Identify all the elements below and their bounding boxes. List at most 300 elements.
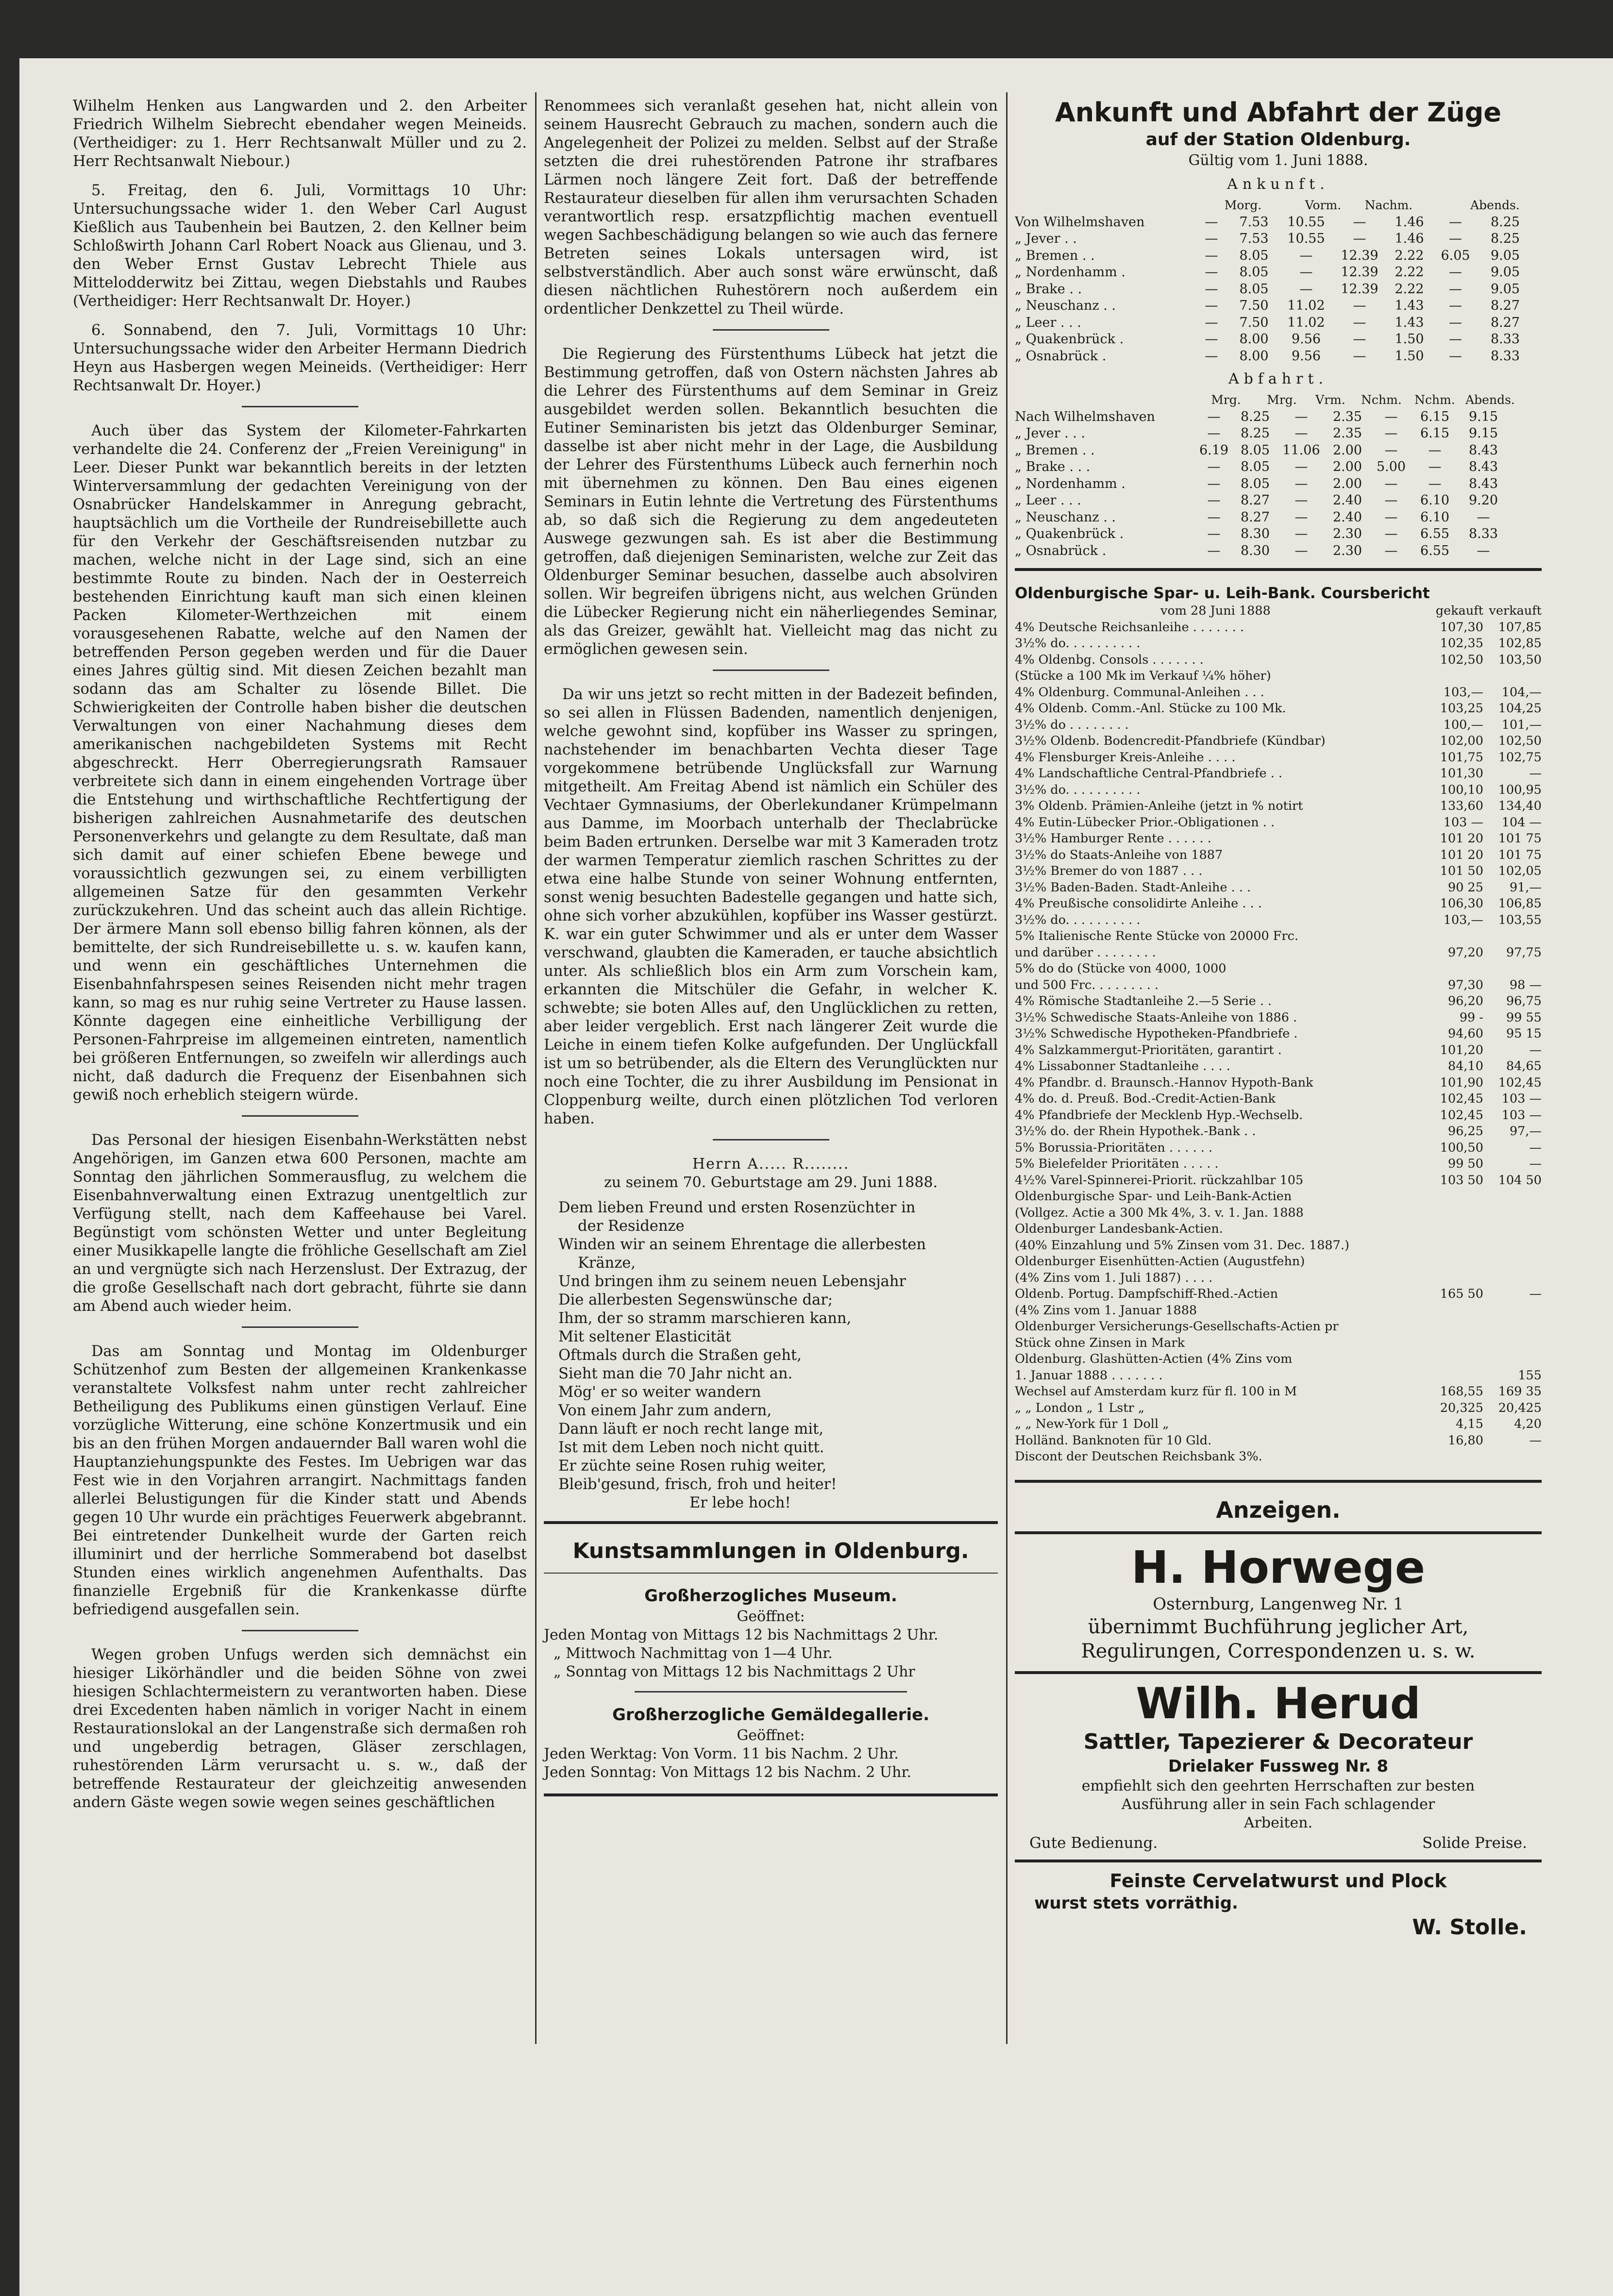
departure-row-cell: 2.30 — [1332, 543, 1362, 558]
departure-row-cell: 8.43 — [1468, 476, 1498, 491]
kurs-cell: 4% Pfandbriefe der Mecklenb Hyp.-Wechselb. — [1015, 1107, 1303, 1123]
kurs-cell: 102,05 — [1498, 864, 1542, 878]
arrival-row-cell: — — [1299, 248, 1313, 263]
kurs-row — [1015, 1319, 1542, 1335]
kurs-date: vom 28 Juni 1888 — [1160, 603, 1271, 618]
arrival-row-cell: — — [1205, 214, 1218, 230]
arrival-row-cell: — — [1449, 214, 1462, 230]
kurs-cell: 4% Preußische consolidirte Anleihe . . . — [1015, 896, 1262, 911]
arrival-row-cell: 12.39 — [1341, 265, 1378, 280]
kurs-cell: (Vollgez. Actie a 300 Mk 4%, 3. v. 1. Jan. 1888 — [1015, 1205, 1304, 1220]
kurs-cell: — — [1529, 766, 1542, 781]
kurs-cell: (4% Zins vom 1. Januar 1888 — [1015, 1303, 1197, 1318]
arrival-row-cell: — — [1205, 265, 1218, 280]
arrival-row-cell: 9.56 — [1291, 332, 1321, 347]
herud-slogan-right: Solide Preise. — [1422, 1834, 1527, 1852]
poem-line: Dem lieben Freund und ersten Rosenzüchter in — [558, 1199, 916, 1216]
kurs-row — [1015, 1433, 1542, 1449]
kurs-cell: 97,20 — [1447, 945, 1483, 960]
kurs-row — [1015, 1107, 1542, 1124]
kurs-cell — [1483, 1270, 1542, 1287]
departure-row-cell: — — [1428, 476, 1442, 491]
kurs-row — [1015, 1221, 1542, 1238]
herud-trade: Sattler, Tapezierer & Decorateur — [1083, 1729, 1473, 1754]
arrival-row-cell: — — [1205, 348, 1218, 364]
departure-row-cell: 6.19 — [1199, 442, 1229, 458]
kurs-cell — [1425, 1303, 1483, 1319]
arrival-row-cell: 8.27 — [1490, 298, 1520, 313]
kurs-cell: 101 20 — [1440, 847, 1483, 862]
separator — [635, 1691, 907, 1693]
arrival-row-cell: 8.05 — [1239, 265, 1269, 280]
departure-row-cell: 8.30 — [1240, 526, 1270, 541]
poem-line: Bleib'gesund, frisch, froh und heiter! — [558, 1476, 837, 1493]
kurs-cell — [1483, 668, 1542, 685]
kurs-cell — [1425, 1221, 1483, 1238]
poem-line: Ist mit dem Leben noch nicht quitt. — [558, 1439, 824, 1456]
kurs-cell — [1483, 1238, 1542, 1254]
arrival-row-cell: — — [1449, 231, 1462, 246]
kurs-cell: 99 55 — [1506, 1010, 1542, 1025]
kurs-cell: 3½% do. . . . . . . . . . — [1015, 636, 1141, 651]
departure-row-cell: — — [1384, 509, 1398, 525]
departure-row-cell: „ Brake . . . — [1015, 459, 1091, 474]
kurs-cell — [1483, 1254, 1542, 1270]
kurs-cell: 5% do do (Stücke von 4000, 1000 — [1015, 961, 1227, 976]
kurs-cell: 96,25 — [1447, 1124, 1483, 1139]
kurs-cell: 134,40 — [1498, 799, 1542, 813]
departure-row-cell: 8.25 — [1240, 426, 1270, 441]
kurs-cell: und 500 Frc. . . . . . . . . — [1015, 977, 1159, 992]
arrival-header-cell: Nachm. — [1364, 198, 1413, 212]
departure-row-cell: — — [1428, 442, 1442, 458]
departure-row-cell: „ Quakenbrück . — [1015, 526, 1124, 541]
horwege-name: H. Horwege — [1131, 1541, 1426, 1593]
arrival-row-cell: — — [1299, 265, 1313, 280]
kurs-cell — [1425, 1189, 1483, 1205]
arrival-row-cell: 2.22 — [1395, 281, 1424, 297]
departure-row-cell: 2.00 — [1332, 459, 1362, 474]
arrival-row-cell: 8.05 — [1239, 248, 1269, 263]
kurs-row — [1015, 1140, 1542, 1156]
kurs-cell: 3½% Hamburger Rente . . . . . . — [1015, 831, 1211, 846]
arrival-row-cell: 2.22 — [1395, 265, 1424, 280]
arrival-header-cell — [1015, 197, 1194, 214]
kurs-cell — [1483, 1189, 1542, 1205]
kurs-cell: 3½% do Staats-Anleihe von 1887 — [1015, 847, 1223, 862]
arrival-row-cell: 8.33 — [1490, 332, 1520, 347]
departure-header-cell — [1015, 392, 1194, 409]
kurs-cell: 3½% Oldenb. Bodencredit-Pfandbriefe (Kündbar) — [1015, 734, 1326, 748]
arrival-row-cell: 7.53 — [1239, 214, 1269, 230]
poem-line: Mög' er so weiter wandern — [558, 1384, 761, 1401]
kurs-cell: (40% Einzahlung und 5% Zinsen vom 31. Dec. 1887.) — [1015, 1238, 1349, 1253]
train-timetable-title: Ankunft und Abfahrt der Züge — [1055, 97, 1502, 128]
dedication-heading: Herrn A..... R........ — [692, 1156, 850, 1173]
departure-row-cell: — — [1294, 426, 1308, 441]
kurs-cell: 1. Januar 1888 . . . . . . . — [1015, 1368, 1163, 1383]
departure-row-cell: „ Osnabrück . — [1015, 543, 1107, 558]
kurs-row — [1015, 1123, 1542, 1140]
kurs-cell: 4% do. d. Preuß. Bod.-Credit-Actien-Bank — [1015, 1091, 1276, 1106]
departure-row-cell: 6.10 — [1420, 493, 1450, 508]
arrival-row-cell: 6.05 — [1441, 248, 1470, 263]
arrival-row-cell: 9.05 — [1490, 281, 1520, 297]
arrival-row-cell: — — [1449, 281, 1462, 297]
article-unfug-continued: Renommees sich veranlaßt gesehen hat, nicht allein von seinem Hausrecht Gebrauch zu machen, sondern auch die Angelegenheit der Polizei zu melden. Selbst auf der Straße setzten die drei ruhestörenden Patrone ihr strafbares Lärmen noch längere Zeit fort. Daß der betreffende Restaurateur dieselben für allen ihm verursachten Schaden verantwortlich resp. ersatzpflichtig machen eventuell wegen Sachbeschädigung belangen so wie auch das fernere Betreten seines Lokals untersagen wird, ist selbstverständlich. Aber auch sonst wäre erwünscht, daß diesen nächtlichen Ruhestörern noch außerdem ein ordentlicher Denkzettel zu Theil würde. — [544, 98, 998, 318]
kurs-row — [1015, 750, 1542, 766]
poem-line: Kränze, — [578, 1255, 636, 1272]
kurs-cell: 102,85 — [1498, 636, 1542, 651]
kurs-cell: 155 — [1518, 1368, 1542, 1383]
departure-row-cell: 8.43 — [1468, 459, 1498, 474]
kurs-row — [1015, 847, 1542, 864]
kurs-cell: 4% Eutin-Lübecker Prior.-Obligationen . . — [1015, 815, 1275, 830]
article-kilometer-text: Auch über das System der Kilometer-Fahrkarten verhandelte die 24. Conferenz der „Freien Vereinigung" in Leer. Dieser Punkt war bekanntlich bereits in der letzten Winterversammlung der gedachten Vereinigung von der Osnabrücker Handelskammer in Anregung gebracht, hauptsächlich um die Vortheile der Rundreisebillette auch für den Verkehr der Geschäftsreisenden nutzbar zu machen, welche nicht in der Lage sind, sich an eine bestimmte Route zu binden. Nach der in Oesterreich bestehenden Einrichtung kauft man sich einen kleinen Packen Kilometer-Werthzeichen mit einem vorausgesehenen Rabatte, welche auf den Namen der betreffenden Person gegeben werden und für die Dauer eines Jahres gültig sind. Mit diesen Zeichen bezahlt man sodann das am Schalter zu lösende Billet. Die Schwierigkeiten der Controlle haben bisher die deutschen Verwaltungen von einer Nachahmung dieses dem amerikanischen nachgebildeten Systems mit Recht abgeschreckt. Herr Oberregierungsrath Ramsauer verbreitete sich dann in einem eingehenden Vortrage über die Entstehung und wirthschaftliche Rechtfertigung der bisherigen zahlreichen Ausnahmetarife des deutschen Personenverkehrs und gelangte zu dem Resultate, daß man sich damit auf einer schiefen Ebene bewege und voraussichtlich gezwungen sei, zu einem verbilligten allgemeinen Satze für den gesammten Verkehr zurückzukehren. Und das scheint auch das allein Richtige. Der ärmere Mann soll ebenso billig fahren können, als der bemittelte, der sich Rundreisebillette u. s. w. kaufen kann, und wenn ein geschäftliches Unternehmen die Eisenbahnfahrspesen seines Reisenden nicht mehr tragen kann, so mag es nur ruhig seine Vertreter zu Hause lassen. Könnte dagegen eine einheitliche Verbilligung der Personen-Fahrpreise im allgemeinen eintreten, namentlich bei größeren Entfernungen, so zweifeln wir allerdings auch nicht, daß dadurch die Frequenz der Eisenbahnen sich gewiß noch erheblich steigern würde. — [73, 422, 527, 1104]
departure-row-cell: — — [1207, 409, 1221, 424]
kurs-row — [1015, 733, 1542, 750]
arrival-row-cell: — — [1353, 348, 1366, 364]
arrival-row — [1015, 231, 1542, 248]
arrival-row-cell: „ Osnabrück . — [1015, 348, 1107, 364]
kurs-cell: 104 — — [1501, 815, 1542, 830]
departure-row-cell: — — [1384, 426, 1398, 441]
kurs-cell: 101,— — [1501, 717, 1542, 732]
departure-row-cell: — — [1428, 459, 1442, 474]
kurs-cell: 3½% do. der Rhein Hypothek.-Bank . . — [1015, 1124, 1256, 1139]
departure-row-cell: — — [1207, 543, 1221, 558]
kurs-cell: 4% Deutsche Reichsanleihe . . . . . . . — [1015, 620, 1244, 635]
horwege-text: Regulirungen, Correspondenzen u. s. w. — [1081, 1640, 1476, 1662]
kurs-cell: 100,10 — [1440, 782, 1483, 797]
kurs-cell — [1483, 1221, 1542, 1238]
departure-row-cell: — — [1294, 526, 1308, 541]
kurs-table — [1015, 620, 1542, 1465]
kurs-cell — [1483, 1205, 1542, 1222]
stolle-text: Feinste Cervelatwurst und Plock — [1109, 1870, 1447, 1892]
kurs-cell: 100,— — [1443, 717, 1483, 732]
departure-row-cell: — — [1294, 476, 1308, 491]
departure-row-cell: 6.15 — [1420, 409, 1450, 424]
departure-row-cell: 9.15 — [1468, 409, 1498, 424]
column-2 — [544, 97, 998, 1809]
arrival-row-cell: — — [1449, 265, 1462, 280]
departure-row-cell: — — [1477, 509, 1490, 525]
kurs-row — [1015, 1303, 1542, 1319]
kurs-cell: 95 15 — [1506, 1026, 1542, 1041]
kurs-cell: 98 — — [1509, 977, 1542, 992]
kurs-cell: Discont der Deutschen Reichsbank 3%. — [1015, 1449, 1262, 1464]
kurs-row — [1015, 1173, 1542, 1189]
kurs-cell: 102,75 — [1498, 750, 1542, 765]
kurs-row — [1015, 1238, 1542, 1254]
dedication-subheading: zu seinem 70. Geburtstage am 29. Juni 1888. — [604, 1174, 938, 1191]
arrival-header-cell — [1423, 197, 1466, 214]
kurs-cell: 97,75 — [1506, 945, 1542, 960]
kurs-row — [1015, 1091, 1542, 1107]
kurs-cell: 102,50 — [1440, 652, 1483, 667]
departure-row — [1015, 425, 1542, 442]
kurs-cell — [1425, 1205, 1483, 1222]
departure-header-cell: Nchm. — [1361, 393, 1402, 407]
departure-row-cell: 2.00 — [1332, 476, 1362, 491]
kurs-cell: 103,50 — [1498, 652, 1542, 667]
column-rule — [1006, 92, 1008, 2044]
kurs-cell: 5% Borussia-Prioritäten . . . . . . — [1015, 1140, 1213, 1155]
arrival-row-cell: — — [1205, 231, 1218, 246]
departure-header-row — [1015, 392, 1542, 409]
article-volksfest-text: Das am Sonntag und Montag im Oldenburger Schützenhof zum Besten der allgemeinen Krankenkasse veranstaltete Volksfest nahm unter recht zahlreicher Betheiligung des Publikums einen günstigen Verlauf. Eine vorzügliche Witterung, eine schöne Konzertmusik und ein bis an den frühen Morgen andauernder Ball waren wohl die Hauptanziehungspunkte des Festes. Im Uebrigen war das Fest wie in den Vorjahren arrangirt. Nachmittags fanden allerlei Belustigungen für die Kinder statt und Abends gegen 10 Uhr wurde ein prächtiges Feuerwerk abgebrannt. Bei eintretender Dunkelheit wurde der Garten reich illuminirt und der herrliche Sommerabend bot daselbst Stunden eines wirklich angenehmen Aufenthalts. Das finanzielle Ergebniß für die Krankenkasse dürfte befriedigend ausgefallen sein. — [73, 1343, 527, 1618]
kurs-cell — [1483, 1449, 1542, 1465]
kurs-cell: 103,55 — [1498, 912, 1542, 927]
arrival-row-cell: „ Jever . . — [1015, 231, 1077, 246]
kurs-cell: 104 50 — [1498, 1173, 1542, 1188]
departure-row-cell: 2.40 — [1332, 493, 1362, 508]
arrival-row-cell: 8.00 — [1239, 348, 1269, 364]
arrival-row-cell: 2.22 — [1395, 248, 1424, 263]
arrival-row-cell: Von Wilhelmshaven — [1015, 214, 1145, 230]
heavy-rule — [1015, 1860, 1542, 1862]
arrival-row-cell: — — [1205, 332, 1218, 347]
kurs-row — [1015, 912, 1542, 929]
arrival-row-cell: — — [1353, 332, 1366, 347]
article-seminar-text: Die Regierung des Fürstenthums Lübeck hat jetzt die Bestimmung getroffen, daß von Ostern nächsten Jahres ab die Lehrer des Fürstenthums auf dem Seminar in Greiz ausgebildet werden sollen. Bekanntlich besuchten die Eutiner Seminaristen bis jetzt das Oldenburger Seminar, dasselbe ist aber nicht mehr in der Lage, die Ausbildung der Lehrer des Fürstenthums Lübeck auch fernerhin noch mit übernehmen zu können. Den Bau eines eigenen Seminars in Eutin lehnte die Vertretung des Fürstenthums ab, so daß sich die Regierung zu dem angedeuteten Auswege gezwungen sah. Es ist aber die Bestimmung getroffen, daß diejenigen Seminaristen, welche zur Zeit das Oldenburger Seminar besuchen, dasselbe auch absolviren sollen. Wir begreifen übrigens nicht, aus welchen Gründen die Lübecker Regierung nicht ein näherliegendes Seminar, als das Greizer, gewählt hat. Vielleicht mag das nicht zu ermöglichen gewesen sein. — [544, 346, 998, 658]
column-1 — [73, 97, 527, 1823]
kurs-row — [1015, 1384, 1542, 1400]
departure-row — [1015, 442, 1542, 459]
kurs-cell: 90 25 — [1447, 880, 1483, 895]
kurs-row — [1015, 1416, 1542, 1433]
article-court-text: Wilhelm Henken aus Langwarden und 2. den Arbeiter Friedrich Wilhelm Siebrecht ebendaher wegen Meineids. (Vertheidiger: zu 1. Herr Rechtsanwalt Müller und zu 2. Herr Rechtsanwalt Niebour.) — [73, 98, 527, 170]
arrival-row-cell: 1.43 — [1395, 315, 1424, 330]
arrival-row-cell: 10.55 — [1287, 214, 1325, 230]
kurs-cell: 3% Oldenb. Prämien-Anleihe (jetzt in % notirt — [1015, 799, 1303, 813]
kurs-cell: 101,20 — [1440, 1042, 1483, 1057]
kurs-row — [1015, 1351, 1542, 1368]
arrival-row-cell: — — [1353, 298, 1366, 313]
departure-row-cell: 2.00 — [1332, 442, 1362, 458]
arrival-row-cell: 7.53 — [1239, 231, 1269, 246]
arrival-row — [1015, 331, 1542, 348]
kurs-row — [1015, 1156, 1542, 1173]
kurs-row — [1015, 701, 1542, 717]
arrival-row-cell: — — [1353, 231, 1366, 246]
kurs-row — [1015, 636, 1542, 652]
kurs-row — [1015, 977, 1542, 994]
kurs-cell: (Stücke a 100 Mk im Verkauf ¼% höher) — [1015, 669, 1271, 683]
poem-line: Sieht man die 70 Jahr nicht an. — [558, 1365, 793, 1382]
kurs-cell: 3½% do . . . . . . . . — [1015, 717, 1129, 732]
poem-line: Die allerbesten Segenswünsche dar; — [558, 1291, 833, 1308]
arrival-row — [1015, 264, 1542, 281]
arrival-row-cell: „ Nordenhamm . — [1015, 265, 1126, 280]
kurs-cell: Oldenburgische Spar- und Leih-Bank-Actien — [1015, 1189, 1292, 1204]
heavy-rule — [544, 1521, 998, 1524]
anzeigen-heading: Anzeigen. — [1216, 1496, 1341, 1523]
kurs-cell — [1425, 668, 1483, 685]
kurs-cell: 99 - — [1459, 1010, 1483, 1025]
departure-row-cell: „ Leer . . . — [1015, 493, 1081, 508]
departure-row-cell: 9.20 — [1468, 493, 1498, 508]
newspaper-page — [19, 58, 1613, 2296]
kurs-cell: Oldenb. Portug. Dampfschiff-Rhed.-Actien — [1015, 1287, 1278, 1301]
gallery-heading: Großherzogliche Gemäldegallerie. — [612, 1705, 929, 1725]
poem-line: Dann läuft er noch recht lange mit, — [558, 1421, 823, 1438]
departure-row-cell: — — [1207, 526, 1221, 541]
kurs-cell: 101 50 — [1440, 864, 1483, 878]
herud-name: Wilh. Herud — [1136, 1678, 1421, 1728]
herud-text: empfiehlt sich den geehrten Herrschaften zur besten — [1081, 1777, 1475, 1794]
kurs-cell: 5% Bielefelder Prioritäten . . . . . — [1015, 1156, 1219, 1171]
departure-row — [1015, 526, 1542, 543]
museum-heading: Großherzogliches Museum. — [644, 1586, 897, 1606]
kurs-cell: Wechsel auf Amsterdam kurz für fl. 100 in M — [1015, 1384, 1297, 1399]
kurs-row — [1015, 766, 1542, 782]
kurs-cell: Stück ohne Zinsen in Mark — [1015, 1335, 1185, 1350]
arrival-row-cell: 10.55 — [1287, 231, 1325, 246]
arrival-row-cell: 8.25 — [1490, 214, 1520, 230]
departure-row-cell: 8.33 — [1468, 526, 1498, 541]
departure-row-cell: — — [1294, 509, 1308, 525]
kurs-cell: 103,— — [1443, 912, 1483, 927]
separator — [242, 1115, 358, 1117]
kurs-cell: Oldenburger Versicherungs-Gesellschafts-Actien pr — [1015, 1319, 1339, 1334]
herud-slogan-left: Gute Bedienung. — [1029, 1834, 1158, 1852]
departure-row-cell: 8.05 — [1240, 476, 1270, 491]
kurs-row — [1015, 717, 1542, 734]
kurs-header-cell: gekauft — [1435, 603, 1483, 618]
kurs-cell: 101,90 — [1440, 1075, 1483, 1090]
kurs-row — [1015, 782, 1542, 799]
kurs-cell: 102,45 — [1440, 1091, 1483, 1106]
arrival-header-cell: Morg. — [1224, 198, 1262, 212]
kurs-cell: „ „ New-York für 1 Doll „ — [1015, 1417, 1169, 1431]
kurs-cell: 16,80 — [1447, 1433, 1483, 1448]
departure-row-cell: 8.05 — [1240, 442, 1270, 458]
departure-row-cell: — — [1384, 493, 1398, 508]
kurs-row — [1015, 1286, 1542, 1303]
arrival-header-cell: Vorm. — [1305, 198, 1342, 212]
departure-row-cell: 8.43 — [1468, 442, 1498, 458]
kurs-cell: 103 — — [1501, 1107, 1542, 1123]
kurs-cell: 103 50 — [1440, 1173, 1483, 1188]
kurs-cell: 101,30 — [1440, 766, 1483, 781]
kurs-cell: Oldenburg. Glashütten-Actien (4% Zins vom — [1015, 1352, 1293, 1366]
article-unfug-text: Wegen groben Unfugs werden sich demnächst ein hiesiger Likörhändler und die beiden Söhne von zwei hiesigen Schlachtermeistern zu verantworten haben. Diese drei Excedenten haben nämlich in voriger Nacht in einem Restaurationslokal an der Langenstraße sich dermaßen roh und ungeberdig betragen, Gläser zerschlagen, ruhestörenden Lärm verursacht u. s. w., daß der betreffende Restaurateur der gleichzeitig anwesenden andern Gäste wegen sowie wegen seines geschäftlichen — [73, 1646, 527, 1811]
arrival-row-cell: — — [1205, 315, 1218, 330]
departure-header-cell: Abends. — [1465, 393, 1515, 407]
column-rule — [535, 92, 537, 2044]
kurs-cell: 102,35 — [1440, 636, 1483, 651]
arrival-row-cell: „ Neuschanz . . — [1015, 298, 1116, 313]
kurs-cell — [1483, 1319, 1542, 1335]
kurs-row — [1015, 652, 1542, 669]
kurs-cell — [1483, 1303, 1542, 1319]
kurs-cell: 4% Landschaftliche Central-Pfandbriefe . . — [1015, 766, 1283, 781]
arrival-row-cell: 9.05 — [1490, 248, 1520, 263]
departure-row-cell: Nach Wilhelmshaven — [1015, 409, 1155, 424]
kurs-row — [1015, 798, 1542, 815]
kurs-row — [1015, 961, 1542, 977]
arrival-row-cell: 1.46 — [1395, 214, 1424, 230]
departure-row-cell: 8.27 — [1240, 509, 1270, 525]
horwege-address: Osternburg, Langenweg Nr. 1 — [1153, 1594, 1404, 1614]
kurs-cell: 168,55 — [1440, 1384, 1483, 1399]
departure-row-cell: — — [1207, 476, 1221, 491]
kurs-cell: 94,60 — [1447, 1026, 1483, 1041]
museum-hours-line: Jeden Montag von Mittags 12 bis Nachmittags 2 Uhr. — [544, 1626, 939, 1643]
arrival-row-cell: 8.27 — [1490, 315, 1520, 330]
departure-table — [1015, 409, 1542, 560]
departure-row-cell: „ Jever . . . — [1015, 426, 1086, 441]
poem-line: Winden wir an seinem Ehrentage die allerbesten — [558, 1236, 926, 1253]
kurs-row — [1015, 1335, 1542, 1352]
kurs-cell: 5% Italienische Rente Stücke von 20000 Frc. — [1015, 929, 1299, 943]
kurs-row — [1015, 815, 1542, 831]
kurs-cell: Holländ. Banknoten für 10 Gld. — [1015, 1433, 1212, 1448]
kurs-cell — [1425, 1368, 1483, 1384]
arrival-row-cell: — — [1205, 298, 1218, 313]
departure-row-cell: 2.30 — [1332, 526, 1362, 541]
kurs-cell: 101 20 — [1440, 831, 1483, 846]
departure-row-cell: 8.30 — [1240, 543, 1270, 558]
kurs-row — [1015, 1026, 1542, 1042]
kurs-row — [1015, 685, 1542, 701]
kurs-cell: — — [1529, 1156, 1542, 1171]
stolle-text: wurst stets vorräthig. — [1034, 1893, 1238, 1913]
departure-row-cell: „ Neuschanz . . — [1015, 509, 1116, 525]
kurs-cell: 97,30 — [1447, 977, 1483, 992]
kurs-cell: 4% Pfandbr. d. Braunsch.-Hannov Hypoth-Bank — [1015, 1075, 1313, 1090]
kurs-cell: 102,45 — [1498, 1075, 1542, 1090]
heavy-rule — [1015, 1671, 1542, 1674]
departure-row-cell: 8.27 — [1240, 493, 1270, 508]
kurs-cell — [1483, 961, 1542, 977]
kurs-cell: 100,95 — [1498, 782, 1542, 797]
kurs-cell: 4,20 — [1514, 1417, 1542, 1431]
arrival-row — [1015, 315, 1542, 332]
kurs-row — [1015, 880, 1542, 896]
departure-row-cell: 6.10 — [1420, 509, 1450, 525]
kurs-cell: 104,25 — [1498, 701, 1542, 716]
kurs-cell: 91,— — [1509, 880, 1542, 895]
arrival-row-cell: 12.39 — [1341, 281, 1378, 297]
herud-slogans — [1015, 1832, 1542, 1854]
separator — [242, 1630, 358, 1631]
departure-row-cell: — — [1294, 543, 1308, 558]
poem-line: Oftmals durch die Straßen geht, — [558, 1347, 802, 1364]
departure-row-cell: „ Bremen . . — [1015, 442, 1095, 458]
kurs-cell: 101 75 — [1498, 831, 1542, 846]
kurs-cell — [1425, 1351, 1483, 1368]
arrival-row-cell: — — [1449, 298, 1462, 313]
train-timetable-valid: Gültig vom 1. Juni 1888. — [1188, 152, 1368, 169]
departure-row-cell: — — [1207, 459, 1221, 474]
herud-text: Ausführung aller in sein Fach schlagender — [1121, 1795, 1435, 1813]
arrival-row-cell: 8.25 — [1490, 231, 1520, 246]
poem-line: Und bringen ihm zu seinem neuen Lebensjahr — [558, 1273, 906, 1290]
kurs-cell: 102,50 — [1498, 734, 1542, 748]
departure-header-cell: Nchm. — [1414, 393, 1455, 407]
poem-line: Ihm, der so stramm marschieren kann, — [558, 1310, 852, 1327]
stolle-name: W. Stolle. — [1412, 1914, 1527, 1940]
poem-line: Von einem Jahr zum andern, — [558, 1402, 772, 1419]
arrival-row-cell: „ Quakenbrück . — [1015, 332, 1124, 347]
arrival-row-cell: — — [1353, 214, 1366, 230]
arrival-row-cell: 9.56 — [1291, 348, 1321, 364]
arrival-table — [1015, 214, 1542, 365]
kurs-cell: 101 75 — [1498, 847, 1542, 862]
